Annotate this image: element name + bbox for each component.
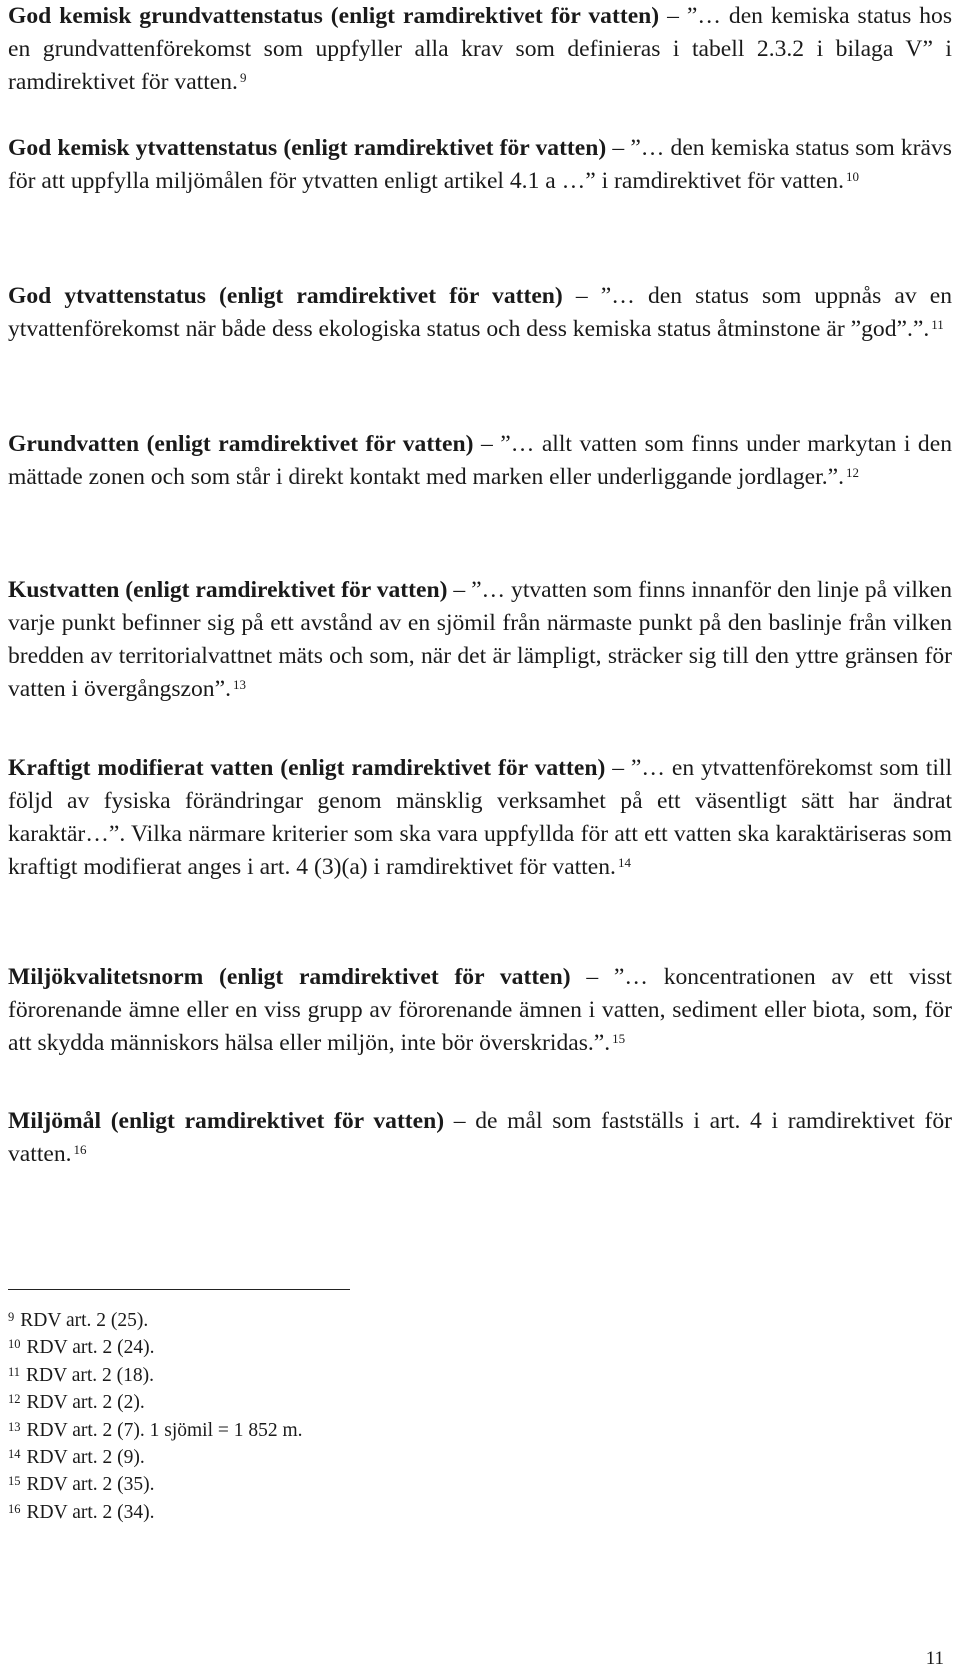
footnote-number: 12	[8, 1392, 21, 1407]
footnote-reference[interactable]: 15	[612, 1031, 626, 1046]
definition-term: Kustvatten (enligt ramdirektivet för vatten)	[8, 577, 448, 603]
footnote-reference[interactable]: 12	[845, 465, 859, 480]
definition-grundvatten	[8, 428, 952, 494]
footnote-number: 15	[8, 1474, 21, 1489]
footnote	[8, 1307, 608, 1334]
definition-body: – ”… den kemiska status hos en grundvattenförekomst som uppfyller alla krav som definieras i tabell 2.3.2 i bilaga V” i ramdirektivet för vatten.	[8, 3, 952, 95]
definition-term: Kraftigt modifierat vatten (enligt ramdirektivet för vatten)	[8, 755, 606, 781]
footnote-reference[interactable]: 11	[931, 317, 944, 332]
definition-term: Miljömål (enligt ramdirektivet för vatten)	[8, 1108, 445, 1134]
footnote-text: RDV art. 2 (35).	[26, 1474, 155, 1496]
definition-body: – ”… allt vatten som finns under markytan i den mättade zonen och som står i direkt kontakt med marken eller underliggande jordlager.”.	[8, 431, 952, 490]
footnote-text: RDV art. 2 (18).	[26, 1364, 155, 1386]
footnotes	[8, 1307, 608, 1526]
footnote-text: RDV art. 2 (25).	[20, 1310, 149, 1331]
definition-body: – ”… ytvatten som finns innanför den linje på vilken varje punkt befinner sig på ett avstånd av en sjömil från närmaste punkt på den baslinje från vilken bredden av territorialvattnet mäts och som, när det är lämpligt, sträcker sig till den yttre gränsen för vatten i övergångszon”.	[8, 577, 953, 702]
footnote-text: RDV art. 2 (9).	[26, 1447, 145, 1469]
footnote-reference[interactable]: 10	[846, 169, 859, 184]
footnote-number: 9	[8, 1310, 15, 1324]
definition-body: – de mål som fastställs i art. 4 i ramdirektivet för vatten.	[8, 1108, 952, 1167]
footnote-number: 16	[8, 1501, 21, 1516]
definition-kustvatten	[8, 574, 952, 706]
footnote-number: 11	[8, 1364, 21, 1379]
footnote-reference[interactable]: 16	[73, 1142, 87, 1157]
definition-kraftigt-modifierat-vatten	[8, 752, 952, 884]
footnote-number: 14	[8, 1447, 21, 1462]
footnote	[8, 1444, 608, 1471]
footnote	[8, 1334, 608, 1361]
footnote-divider	[8, 1289, 350, 1290]
footnote-text: RDV art. 2 (7). 1 sjömil = 1 852 m.	[26, 1419, 303, 1441]
definition-term: God kemisk ytvattenstatus (enligt ramdirektivet för vatten)	[8, 135, 607, 161]
footnote	[8, 1499, 608, 1526]
footnote	[8, 1417, 608, 1444]
definition-god-kemisk-ytvattenstatus	[8, 132, 952, 198]
definition-god-kemisk-grundvattenstatus	[8, 0, 952, 99]
footnote-reference[interactable]: 14	[617, 855, 631, 870]
footnote-text: RDV art. 2 (24).	[26, 1337, 155, 1359]
footnote-text: RDV art. 2 (34).	[26, 1501, 155, 1523]
footnote-reference[interactable]: 13	[232, 677, 246, 692]
definition-body: – ”… den status som uppnås av en ytvattenförekomst när både dess ekologiska status och dess kemiska status åtminstone är ”god”.”.	[8, 283, 952, 342]
definition-miljokvalitetsnorm	[8, 961, 952, 1060]
footnote-number: 10	[8, 1337, 21, 1352]
definition-body: – ”… den kemiska status som krävs för att uppfylla miljömålen för ytvatten enligt artikel 4.1 a …” i ramdirektivet för vatten.	[8, 135, 952, 194]
footnote-reference[interactable]: 9	[239, 70, 247, 85]
footnote	[8, 1389, 608, 1416]
definition-term: Grundvatten (enligt ramdirektivet för vatten)	[8, 431, 474, 457]
footnote-text: RDV art. 2 (2).	[26, 1392, 145, 1414]
definition-term: God kemisk grundvattenstatus (enligt ramdirektivet för vatten)	[8, 3, 660, 29]
definition-god-ytvattenstatus	[8, 280, 952, 346]
definition-body: – ”… en ytvattenförekomst som till följd av fysiska förändringar genom mänsklig verksamhet på ett väsentligt sätt har ändrat karaktär…”. Vilka närmare kriterier som ska vara uppfyllda för att ett vatten ska karaktäriseras som kraftigt modifierat anges i art. 4 (3)(a) i ramdirektivet för vatten.	[8, 755, 952, 880]
definition-miljomal	[8, 1105, 952, 1171]
document-page	[8, 0, 952, 1675]
definition-term: Miljökvalitetsnorm (enligt ramdirektivet för vatten)	[8, 964, 571, 990]
footnote	[8, 1471, 608, 1498]
page-number: 11	[925, 1648, 944, 1669]
footnote-number: 13	[8, 1419, 21, 1434]
definition-term: God ytvattenstatus (enligt ramdirektivet för vatten)	[8, 283, 563, 309]
definition-body: – ”… koncentrationen av ett visst förorenande ämne eller en viss grupp av förorenande ämnen i vatten, sediment eller biota, som, för att skydda människors hälsa eller miljön, inte bör överskridas.”.	[8, 964, 952, 1056]
footnote	[8, 1362, 608, 1389]
